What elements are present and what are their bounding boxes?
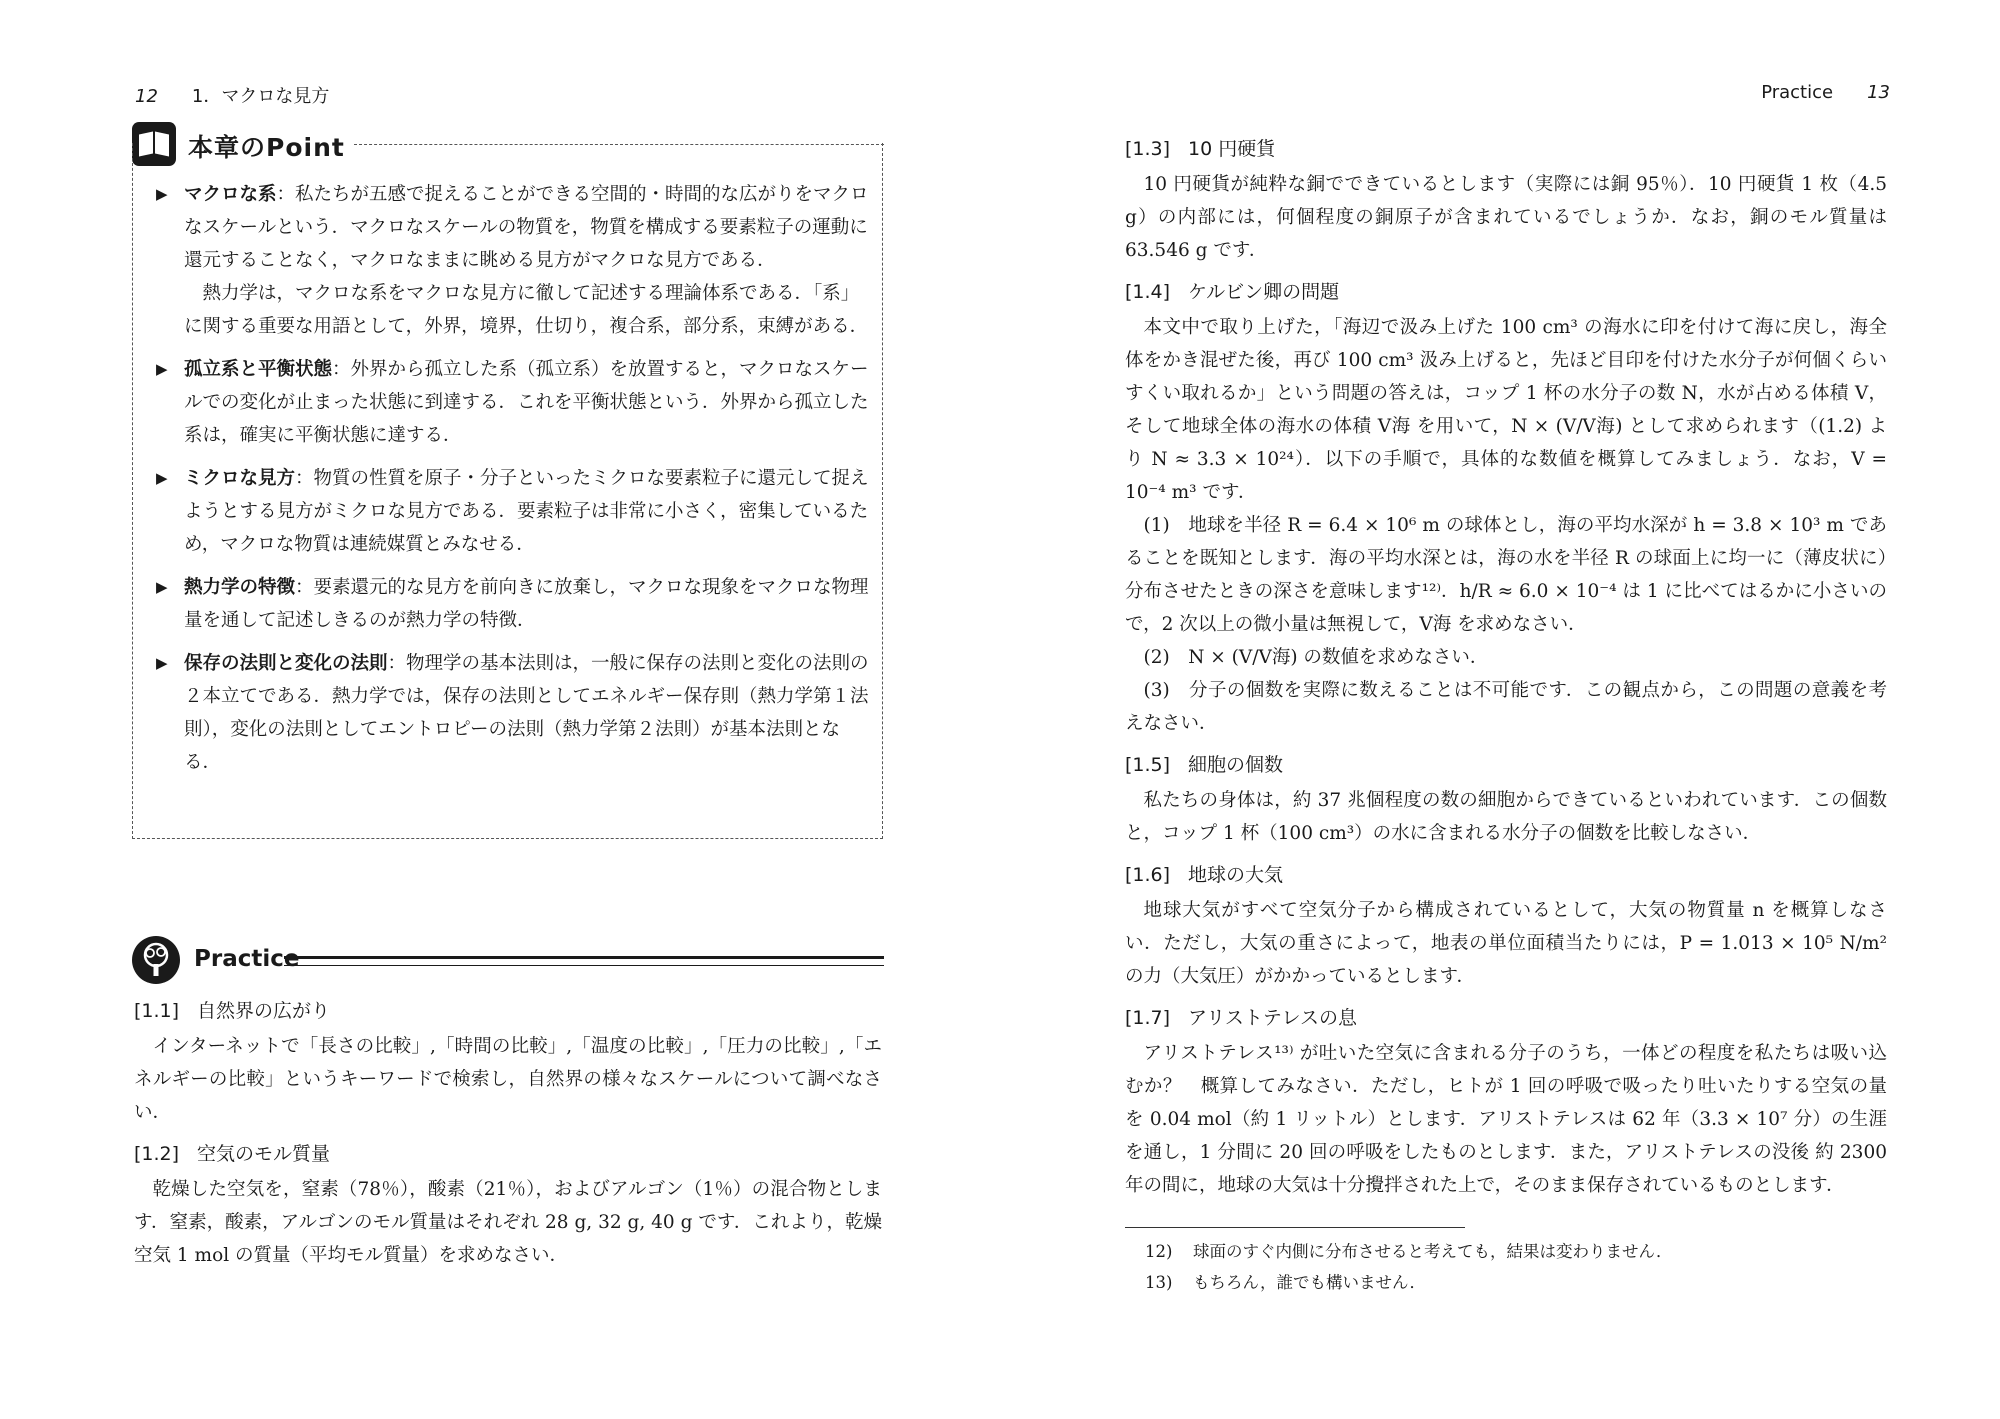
problem-subquestion: (2) N × (V/V海) の数値を求めなさい． bbox=[1143, 647, 1489, 668]
point-item bbox=[156, 353, 871, 452]
problem-title: 細胞の個数 bbox=[1188, 754, 1284, 776]
problem-body: 乾燥した空気を，窒素（78％），酸素（21％），およびアルゴン（1％）の混合物とします．窒素，酸素，アルゴンのモル質量はそれぞれ 28 g, 32 g, 40 g です．これより，乾燥空気 1 mol の質量（平均モル質量）を求めなさい． bbox=[134, 1179, 882, 1266]
triangle-bullet-icon: ▶ bbox=[156, 578, 168, 596]
footnote-text: 球面のすぐ内側に分布させると考えても，結果は変わりません． bbox=[1193, 1242, 1673, 1261]
running-head-right bbox=[1761, 82, 1890, 103]
point-item bbox=[156, 178, 871, 343]
problem-number: [1.4] bbox=[1125, 281, 1171, 303]
tree-icon bbox=[132, 936, 180, 984]
problem-heading bbox=[134, 1139, 882, 1169]
page-number: 12 bbox=[135, 86, 158, 107]
footnote bbox=[1145, 1236, 1885, 1267]
right-problem-list bbox=[1125, 134, 1887, 1212]
problem-heading bbox=[134, 996, 882, 1026]
problem-number: [1.3] bbox=[1125, 138, 1171, 160]
point-list bbox=[156, 178, 871, 789]
problem bbox=[1125, 750, 1887, 850]
practice-header bbox=[132, 936, 884, 986]
point-text: ：外界から孤立した系（孤立系）を放置すると，マクロなスケールでの変化が止まった状態に到達する．これを平衡状態という．外界から孤立した系は，確実に平衡状態に達する． bbox=[184, 359, 869, 446]
problem-heading bbox=[1125, 750, 1887, 780]
triangle-bullet-icon: ▶ bbox=[156, 185, 168, 203]
problem-title: 地球の大気 bbox=[1188, 864, 1284, 886]
footnote-number: 13) bbox=[1145, 1273, 1173, 1292]
point-term: ミクロな見方 bbox=[184, 468, 296, 489]
left-problem-list bbox=[134, 996, 882, 1282]
problem bbox=[1125, 134, 1887, 267]
problem-body: 10 円硬貨が純粋な銅でできているとします（実際には銅 95％）．10 円硬貨 1 枚（4.5 g）の内部には，何個程度の銅原子が含まれているでしょうか．なお，銅のモル質量は 63.546 g です． bbox=[1125, 174, 1887, 261]
triangle-bullet-icon: ▶ bbox=[156, 360, 168, 378]
problem-heading bbox=[1125, 134, 1887, 164]
problem-body: 地球大気がすべて空気分子から構成されているとして，大気の物質量 n を概算しなさい．ただし，大気の重さによって，地表の単位面積当たりには，P = 1.013 × 10⁵ N/m² の力（大気圧）がかかっているとします． bbox=[1125, 900, 1887, 987]
point-term: 熱力学の特徴 bbox=[184, 577, 296, 598]
point-text: ：物理学の基本法則は，一般に保存の法則と変化の法則の２本立てである．熱力学では，保存の法則としてエネルギー保存則（熱力学第１法則），変化の法則としてエントロピーの法則（熱力学第２法則）が基本法則となる． bbox=[184, 653, 869, 773]
problem bbox=[134, 1139, 882, 1272]
problem-heading bbox=[1125, 277, 1887, 307]
running-head-left bbox=[135, 82, 329, 108]
problem-title: アリストテレスの息 bbox=[1188, 1007, 1357, 1029]
chapter-title: 1．マクロな見方 bbox=[191, 86, 330, 107]
problem-title: 10 円硬貨 bbox=[1188, 138, 1276, 160]
practice-title: Practice bbox=[194, 946, 300, 972]
footnote-text: もちろん，誰でも構いません． bbox=[1193, 1273, 1426, 1292]
point-text: ：私たちが五感で捉えることができる空間的・時間的な広がりをマクロなスケールという．マクロなスケールの物質を，物質を構成する要素粒子の運動に還元することなく，マクロなままに眺める見方がマクロな見方である． bbox=[184, 184, 869, 271]
problem-number: [1.7] bbox=[1125, 1007, 1171, 1029]
point-item bbox=[156, 571, 871, 637]
problem bbox=[134, 996, 882, 1129]
problem-title: 自然界の広がり bbox=[197, 1000, 331, 1022]
point-term: 保存の法則と変化の法則 bbox=[184, 653, 388, 674]
footnote-number: 12) bbox=[1145, 1242, 1173, 1261]
problem-subquestion: (3) 分子の個数を実際に数えることは不可能です．この観点から，この問題の意義を考えなさい． bbox=[1125, 680, 1887, 734]
problem-body: インターネットで「長さの比較」,「時間の比較」,「温度の比較」,「圧力の比較」,「エネルギーの比較」というキーワードで検索し，自然界の様々なスケールについて調べなさい． bbox=[134, 1036, 882, 1123]
footnote-rule bbox=[1125, 1227, 1465, 1228]
footnote bbox=[1145, 1267, 1885, 1298]
problem-subquestion: (1) 地球を半径 R = 6.4 × 10⁶ m の球体とし，海の平均水深が h = 3.8 × 10³ m であることを既知とします．海の平均水深とは，海の水を半径 R の球面上に均一に（薄皮状に）分布させたときの深さを意味します¹²⁾．h/R ≈ 6.0 × 10⁻⁴ は 1 に比べてはるかに小さいので，2 次以上の微小量は無視して，V海 を求めなさい． bbox=[1125, 515, 1887, 635]
point-text: ：物質の性質を原子・分子といったミクロな要素粒子に還元して捉えようとする見方がミクロな見方である．要素粒子は非常に小さく，密集しているため，マクロな物質は連続媒質とみなせる． bbox=[184, 468, 869, 555]
problem-body: アリストテレス¹³⁾ が吐いた空気に含まれる分子のうち，一体どの程度を私たちは吸い込むか？ 概算してみなさい．ただし，ヒトが 1 回の呼吸で吸ったり吐いたりする空気の量を 0.04 mol（約 1 リットル）とします．アリストテレスは 62 年（3.3 × 10⁷ 分）の生涯を通し，1 分間に 20 回の呼吸をしたものとします．また，アリストテレスの没後 約 2300 年の間に，地球の大気は十分攪拌された上で，そのまま保存されているものとします． bbox=[1125, 1043, 1887, 1196]
problem-body: 私たちの身体は，約 37 兆個程度の数の細胞からできているといわれています．この個数と，コップ 1 杯（100 cm³）の水に含まれる水分子の個数を比較しなさい． bbox=[1125, 790, 1887, 844]
point-text: ：要素還元的な見方を前向きに放棄し，マクロな現象をマクロな物理量を通して記述しきるのが熱力学の特徴． bbox=[184, 577, 869, 631]
problem-number: [1.6] bbox=[1125, 864, 1171, 886]
section-title: Practice bbox=[1761, 82, 1834, 103]
point-item bbox=[156, 647, 871, 779]
point-title: 本章のPoint bbox=[188, 133, 345, 162]
point-item bbox=[156, 462, 871, 561]
problem bbox=[1125, 277, 1887, 740]
problem-number: [1.1] bbox=[134, 1000, 180, 1022]
point-term: 孤立系と平衡状態 bbox=[184, 359, 333, 380]
page-number: 13 bbox=[1867, 82, 1890, 103]
practice-double-rule bbox=[284, 956, 884, 966]
problem bbox=[1125, 1003, 1887, 1202]
problem-heading bbox=[1125, 860, 1887, 890]
footnotes bbox=[1145, 1236, 1885, 1298]
problem-title: 空気のモル質量 bbox=[197, 1143, 331, 1165]
problem-number: [1.5] bbox=[1125, 754, 1171, 776]
triangle-bullet-icon: ▶ bbox=[156, 469, 168, 487]
problem-heading bbox=[1125, 1003, 1887, 1033]
point-term: マクロな系 bbox=[184, 184, 277, 205]
point-text: 熱力学は，マクロな系をマクロな見方に徹して記述する理論体系である．「系」に関する重要な用語として，外界，境界，仕切り，複合系，部分系，束縛がある． bbox=[184, 283, 869, 337]
problem-title: ケルビン卿の問題 bbox=[1188, 281, 1340, 303]
problem-number: [1.2] bbox=[134, 1143, 180, 1165]
problem bbox=[1125, 860, 1887, 993]
problem-body: 本文中で取り上げた，「海辺で汲み上げた 100 cm³ の海水に印を付けて海に戻し，海全体をかき混ぜた後，再び 100 cm³ 汲み上げると，先ほど目印を付けた水分子が何個くらいすくい取れるか」という問題の答えは，コップ 1 杯の水分子の数 N，水が占める体積 V，そして地球全体の海水の体積 V海 を用いて，N × (V/V海) として求められます（(1.2) より N ≈ 3.3 × 10²⁴）．以下の手順で，具体的な数値を概算してみましょう．なお，V = 10⁻⁴ m³ です． bbox=[1125, 317, 1887, 503]
triangle-bullet-icon: ▶ bbox=[156, 654, 168, 672]
